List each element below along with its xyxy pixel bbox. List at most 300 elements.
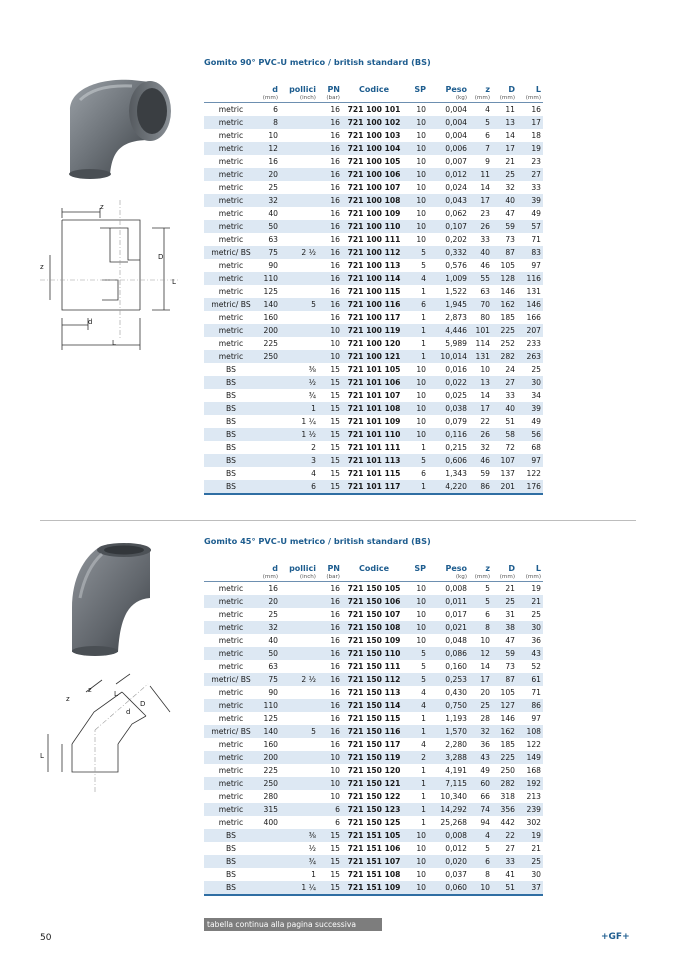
cell-codice: 721 101 115 bbox=[342, 467, 406, 480]
cell-z: 6 bbox=[469, 608, 492, 621]
cell-z: 94 bbox=[469, 816, 492, 829]
cell-type: BS bbox=[204, 467, 258, 480]
cell-z: 40 bbox=[469, 246, 492, 259]
cell-z: 17 bbox=[469, 402, 492, 415]
cell-peso: 0,021 bbox=[428, 621, 469, 634]
cell-d: 110 bbox=[258, 272, 280, 285]
table-row bbox=[204, 582, 543, 596]
cell-d: 225 bbox=[258, 764, 280, 777]
cell-type: metric bbox=[204, 764, 258, 777]
cell-codice: 721 100 109 bbox=[342, 207, 406, 220]
cell-codice: 721 150 119 bbox=[342, 751, 406, 764]
cell-L: 25 bbox=[517, 855, 543, 868]
cell-pollici bbox=[280, 634, 318, 647]
cell-z: 60 bbox=[469, 777, 492, 790]
cell-d bbox=[258, 376, 280, 389]
table-row bbox=[204, 634, 543, 647]
cell-sp: 10 bbox=[406, 207, 428, 220]
dim-d-45: d bbox=[126, 708, 131, 716]
table-row bbox=[204, 155, 543, 168]
cell-sp: 10 bbox=[406, 881, 428, 895]
cell-type: BS bbox=[204, 441, 258, 454]
cell-z: 10 bbox=[469, 881, 492, 895]
cell-L: 68 bbox=[517, 441, 543, 454]
cell-codice: 721 150 111 bbox=[342, 660, 406, 673]
elbow-45-photo bbox=[58, 538, 178, 658]
cell-sp: 10 bbox=[406, 116, 428, 129]
cell-d bbox=[258, 855, 280, 868]
cell-codice: 721 100 116 bbox=[342, 298, 406, 311]
cell-d bbox=[258, 881, 280, 895]
cell-type: metric/ BS bbox=[204, 673, 258, 686]
cell-sp: 10 bbox=[406, 842, 428, 855]
cell-type: metric bbox=[204, 621, 258, 634]
cell-peso: 0,576 bbox=[428, 259, 469, 272]
cell-pollici: 1 ½ bbox=[280, 428, 318, 441]
cell-type: metric bbox=[204, 686, 258, 699]
cell-type: BS bbox=[204, 389, 258, 402]
cell-d: 90 bbox=[258, 686, 280, 699]
cell-L: 25 bbox=[517, 363, 543, 376]
cell-sp: 10 bbox=[406, 868, 428, 881]
cell-sp: 10 bbox=[406, 233, 428, 246]
table-row bbox=[204, 181, 543, 194]
cell-pn: 6 bbox=[318, 803, 342, 816]
cell-z: 86 bbox=[469, 480, 492, 494]
cell-z: 6 bbox=[469, 129, 492, 142]
cell-sp: 5 bbox=[406, 259, 428, 272]
cell-D: 59 bbox=[492, 220, 517, 233]
cell-pn: 15 bbox=[318, 389, 342, 402]
cell-D: 58 bbox=[492, 428, 517, 441]
cell-sp: 10 bbox=[406, 168, 428, 181]
dim-L-side-45: L bbox=[40, 752, 44, 760]
cell-codice: 721 100 115 bbox=[342, 285, 406, 298]
cell-d: 25 bbox=[258, 181, 280, 194]
col-sp: SP bbox=[414, 85, 426, 94]
cell-D: 201 bbox=[492, 480, 517, 494]
cell-z: 5 bbox=[469, 595, 492, 608]
cell-z: 22 bbox=[469, 415, 492, 428]
cell-pollici bbox=[280, 582, 318, 596]
cell-L: 37 bbox=[517, 881, 543, 895]
table-row bbox=[204, 272, 543, 285]
cell-d: 280 bbox=[258, 790, 280, 803]
unit-z: (mm) bbox=[469, 95, 492, 103]
cell-type: metric bbox=[204, 803, 258, 816]
dim-z-top: z bbox=[100, 203, 104, 211]
cell-type: metric bbox=[204, 790, 258, 803]
cell-L: 30 bbox=[517, 621, 543, 634]
cell-pn: 15 bbox=[318, 415, 342, 428]
cell-d: 315 bbox=[258, 803, 280, 816]
cell-pn: 15 bbox=[318, 441, 342, 454]
cell-codice: 721 100 105 bbox=[342, 155, 406, 168]
cell-type: BS bbox=[204, 402, 258, 415]
cell-pn: 16 bbox=[318, 582, 342, 596]
cell-codice: 721 100 112 bbox=[342, 246, 406, 259]
section-title-90: Gomito 90° PVC-U metrico / british standard (BS) bbox=[204, 57, 431, 67]
cell-peso: 0,022 bbox=[428, 376, 469, 389]
cell-codice: 721 150 120 bbox=[342, 764, 406, 777]
page-number: 50 bbox=[40, 933, 52, 943]
cell-d: 50 bbox=[258, 220, 280, 233]
cell-sp: 1 bbox=[406, 441, 428, 454]
cell-d: 32 bbox=[258, 194, 280, 207]
table-row bbox=[204, 647, 543, 660]
table-row bbox=[204, 673, 543, 686]
cell-d: 75 bbox=[258, 673, 280, 686]
cell-codice: 721 101 117 bbox=[342, 480, 406, 494]
cell-L: 131 bbox=[517, 285, 543, 298]
cell-peso: 0,024 bbox=[428, 181, 469, 194]
cell-z: 36 bbox=[469, 738, 492, 751]
cell-D: 107 bbox=[492, 454, 517, 467]
cell-peso: 1,570 bbox=[428, 725, 469, 738]
cell-z: 11 bbox=[469, 168, 492, 181]
cell-d bbox=[258, 480, 280, 494]
unit-pollici: (inch) bbox=[280, 95, 318, 103]
cell-pn: 10 bbox=[318, 751, 342, 764]
cell-peso: 0,004 bbox=[428, 129, 469, 142]
cell-pollici bbox=[280, 647, 318, 660]
table-row bbox=[204, 764, 543, 777]
cell-peso: 7,115 bbox=[428, 777, 469, 790]
cell-L: 27 bbox=[517, 168, 543, 181]
cell-type: metric bbox=[204, 647, 258, 660]
cell-peso: 0,079 bbox=[428, 415, 469, 428]
cell-z: 28 bbox=[469, 712, 492, 725]
cell-L: 16 bbox=[517, 103, 543, 117]
cell-D: 21 bbox=[492, 155, 517, 168]
cell-peso: 0,202 bbox=[428, 233, 469, 246]
cell-d bbox=[258, 454, 280, 467]
cell-D: 105 bbox=[492, 259, 517, 272]
cell-z: 114 bbox=[469, 337, 492, 350]
cell-pollici bbox=[280, 764, 318, 777]
cell-L: 166 bbox=[517, 311, 543, 324]
cell-z: 49 bbox=[469, 764, 492, 777]
cell-pn: 16 bbox=[318, 194, 342, 207]
cell-L: 116 bbox=[517, 272, 543, 285]
cell-pn: 10 bbox=[318, 764, 342, 777]
col-L: L bbox=[535, 564, 541, 573]
cell-peso: 0,750 bbox=[428, 699, 469, 712]
cell-codice: 721 101 107 bbox=[342, 389, 406, 402]
cell-pn: 16 bbox=[318, 246, 342, 259]
table-row bbox=[204, 790, 543, 803]
cell-peso: 0,037 bbox=[428, 868, 469, 881]
cell-pn: 16 bbox=[318, 699, 342, 712]
cell-D: 318 bbox=[492, 790, 517, 803]
cell-D: 137 bbox=[492, 467, 517, 480]
cell-pn: 16 bbox=[318, 311, 342, 324]
cell-D: 25 bbox=[492, 595, 517, 608]
cell-sp: 10 bbox=[406, 582, 428, 596]
cell-L: 34 bbox=[517, 389, 543, 402]
cell-peso: 0,038 bbox=[428, 402, 469, 415]
cell-z: 8 bbox=[469, 868, 492, 881]
cell-L: 61 bbox=[517, 673, 543, 686]
table-row bbox=[204, 233, 543, 246]
cell-sp: 5 bbox=[406, 673, 428, 686]
cell-codice: 721 150 112 bbox=[342, 673, 406, 686]
cell-pn: 10 bbox=[318, 777, 342, 790]
cell-pollici bbox=[280, 337, 318, 350]
cell-sp: 10 bbox=[406, 595, 428, 608]
cell-pollici: ⅜ bbox=[280, 829, 318, 842]
cell-L: 17 bbox=[517, 116, 543, 129]
cell-peso: 0,160 bbox=[428, 660, 469, 673]
cell-pn: 16 bbox=[318, 673, 342, 686]
dim-d: d bbox=[88, 318, 93, 326]
cell-pollici bbox=[280, 324, 318, 337]
cell-codice: 721 150 105 bbox=[342, 582, 406, 596]
cell-type: metric bbox=[204, 116, 258, 129]
cell-peso: 3,288 bbox=[428, 751, 469, 764]
cell-D: 442 bbox=[492, 816, 517, 829]
cell-codice: 721 100 119 bbox=[342, 324, 406, 337]
cell-L: 213 bbox=[517, 790, 543, 803]
cell-d: 10 bbox=[258, 129, 280, 142]
table-row bbox=[204, 285, 543, 298]
cell-d bbox=[258, 415, 280, 428]
cell-D: 73 bbox=[492, 233, 517, 246]
table-row bbox=[204, 207, 543, 220]
unit-pn: (bar) bbox=[318, 574, 342, 582]
cell-L: 122 bbox=[517, 738, 543, 751]
cell-codice: 721 101 105 bbox=[342, 363, 406, 376]
cell-pn: 16 bbox=[318, 129, 342, 142]
cell-pollici bbox=[280, 142, 318, 155]
cell-codice: 721 150 115 bbox=[342, 712, 406, 725]
cell-peso: 0,008 bbox=[428, 829, 469, 842]
cell-codice: 721 151 109 bbox=[342, 881, 406, 895]
unit-pn: (bar) bbox=[318, 95, 342, 103]
elbow-90-drawing bbox=[40, 200, 190, 350]
table-row bbox=[204, 608, 543, 621]
cell-codice: 721 101 106 bbox=[342, 376, 406, 389]
cell-pn: 15 bbox=[318, 842, 342, 855]
cell-type: metric bbox=[204, 142, 258, 155]
cell-sp: 6 bbox=[406, 298, 428, 311]
cell-L: 52 bbox=[517, 660, 543, 673]
cell-d bbox=[258, 363, 280, 376]
cell-pn: 16 bbox=[318, 142, 342, 155]
col-spacer bbox=[204, 85, 258, 95]
cell-type: metric bbox=[204, 608, 258, 621]
table-header-row bbox=[204, 85, 543, 95]
cell-d bbox=[258, 467, 280, 480]
cell-pollici bbox=[280, 168, 318, 181]
cell-L: 192 bbox=[517, 777, 543, 790]
cell-codice: 721 151 107 bbox=[342, 855, 406, 868]
dim-L-bottom: L bbox=[112, 339, 116, 347]
cell-D: 51 bbox=[492, 415, 517, 428]
cell-L: 263 bbox=[517, 350, 543, 363]
cell-L: 25 bbox=[517, 608, 543, 621]
cell-codice: 721 150 113 bbox=[342, 686, 406, 699]
cell-sp: 1 bbox=[406, 350, 428, 363]
cell-D: 25 bbox=[492, 168, 517, 181]
cell-L: 233 bbox=[517, 337, 543, 350]
cell-pollici bbox=[280, 660, 318, 673]
col-peso: Peso bbox=[445, 564, 467, 573]
cell-d: 25 bbox=[258, 608, 280, 621]
dim-z-b-45: z bbox=[88, 686, 92, 694]
cell-d: 250 bbox=[258, 777, 280, 790]
cell-sp: 10 bbox=[406, 155, 428, 168]
cell-type: metric bbox=[204, 712, 258, 725]
cell-sp: 5 bbox=[406, 454, 428, 467]
cell-pollici: ½ bbox=[280, 376, 318, 389]
cell-z: 25 bbox=[469, 699, 492, 712]
cell-codice: 721 151 108 bbox=[342, 868, 406, 881]
col-L: L bbox=[535, 85, 541, 94]
cell-peso: 0,253 bbox=[428, 673, 469, 686]
cell-pollici bbox=[280, 738, 318, 751]
cell-sp: 1 bbox=[406, 803, 428, 816]
table-row bbox=[204, 116, 543, 129]
cell-codice: 721 100 117 bbox=[342, 311, 406, 324]
cell-type: metric bbox=[204, 259, 258, 272]
cell-d bbox=[258, 428, 280, 441]
cell-pn: 10 bbox=[318, 337, 342, 350]
table-row bbox=[204, 842, 543, 855]
cell-D: 24 bbox=[492, 363, 517, 376]
unit-peso: (kg) bbox=[428, 95, 469, 103]
cell-z: 59 bbox=[469, 467, 492, 480]
table-row bbox=[204, 751, 543, 764]
cell-pn: 16 bbox=[318, 272, 342, 285]
cell-D: 14 bbox=[492, 129, 517, 142]
cell-D: 282 bbox=[492, 777, 517, 790]
cell-type: BS bbox=[204, 855, 258, 868]
table-units-row bbox=[204, 574, 543, 582]
cell-L: 30 bbox=[517, 376, 543, 389]
table-row bbox=[204, 103, 543, 117]
cell-peso: 0,086 bbox=[428, 647, 469, 660]
cell-sp: 10 bbox=[406, 194, 428, 207]
cell-type: metric bbox=[204, 168, 258, 181]
cell-pn: 15 bbox=[318, 363, 342, 376]
cell-D: 33 bbox=[492, 855, 517, 868]
cell-sp: 6 bbox=[406, 467, 428, 480]
cell-type: metric/ BS bbox=[204, 725, 258, 738]
dim-D: D bbox=[158, 253, 164, 261]
cell-z: 46 bbox=[469, 454, 492, 467]
cell-D: 185 bbox=[492, 738, 517, 751]
cell-z: 14 bbox=[469, 660, 492, 673]
cell-d bbox=[258, 389, 280, 402]
cell-sp: 10 bbox=[406, 363, 428, 376]
cell-pn: 16 bbox=[318, 116, 342, 129]
cell-L: 302 bbox=[517, 816, 543, 829]
cell-sp: 1 bbox=[406, 311, 428, 324]
cell-pollici bbox=[280, 220, 318, 233]
cell-codice: 721 150 107 bbox=[342, 608, 406, 621]
cell-z: 80 bbox=[469, 311, 492, 324]
cell-d: 125 bbox=[258, 712, 280, 725]
cell-D: 146 bbox=[492, 712, 517, 725]
cell-codice: 721 100 107 bbox=[342, 181, 406, 194]
cell-pollici bbox=[280, 686, 318, 699]
cell-sp: 1 bbox=[406, 725, 428, 738]
cell-z: 13 bbox=[469, 376, 492, 389]
cell-sp: 10 bbox=[406, 376, 428, 389]
cell-pn: 15 bbox=[318, 881, 342, 895]
cell-pn: 16 bbox=[318, 738, 342, 751]
cell-pn: 16 bbox=[318, 298, 342, 311]
cell-L: 239 bbox=[517, 803, 543, 816]
unit-pollici: (inch) bbox=[280, 574, 318, 582]
cell-sp: 1 bbox=[406, 712, 428, 725]
cell-pn: 15 bbox=[318, 480, 342, 494]
cell-z: 17 bbox=[469, 673, 492, 686]
cell-peso: 0,332 bbox=[428, 246, 469, 259]
cell-d: 225 bbox=[258, 337, 280, 350]
cell-D: 40 bbox=[492, 194, 517, 207]
cell-pollici: 6 bbox=[280, 480, 318, 494]
cell-codice: 721 150 122 bbox=[342, 790, 406, 803]
cell-d: 75 bbox=[258, 246, 280, 259]
cell-type: metric bbox=[204, 285, 258, 298]
cell-D: 47 bbox=[492, 207, 517, 220]
cell-codice: 721 101 108 bbox=[342, 402, 406, 415]
cell-D: 185 bbox=[492, 311, 517, 324]
cell-z: 5 bbox=[469, 842, 492, 855]
cell-z: 63 bbox=[469, 285, 492, 298]
cell-sp: 5 bbox=[406, 246, 428, 259]
cell-D: 17 bbox=[492, 142, 517, 155]
cell-sp: 10 bbox=[406, 829, 428, 842]
cell-peso: 14,292 bbox=[428, 803, 469, 816]
cell-pollici bbox=[280, 233, 318, 246]
cell-z: 10 bbox=[469, 634, 492, 647]
cell-pollici: 2 ½ bbox=[280, 246, 318, 259]
spec-table-90 bbox=[204, 85, 543, 495]
cell-pollici: 1 ¼ bbox=[280, 415, 318, 428]
cell-type: metric bbox=[204, 337, 258, 350]
cell-sp: 10 bbox=[406, 220, 428, 233]
cell-codice: 721 100 110 bbox=[342, 220, 406, 233]
cell-pollici bbox=[280, 777, 318, 790]
cell-d: 200 bbox=[258, 751, 280, 764]
cell-L: 71 bbox=[517, 233, 543, 246]
col-codice: Codice bbox=[358, 85, 389, 94]
cell-d bbox=[258, 441, 280, 454]
cell-sp: 10 bbox=[406, 402, 428, 415]
cell-pollici bbox=[280, 621, 318, 634]
cell-z: 5 bbox=[469, 582, 492, 596]
table-row bbox=[204, 712, 543, 725]
cell-pollici bbox=[280, 350, 318, 363]
table-row bbox=[204, 803, 543, 816]
unit-D: (mm) bbox=[492, 574, 517, 582]
cell-d: 400 bbox=[258, 816, 280, 829]
cell-type: BS bbox=[204, 376, 258, 389]
cell-D: 282 bbox=[492, 350, 517, 363]
cell-pollici bbox=[280, 116, 318, 129]
cell-peso: 0,430 bbox=[428, 686, 469, 699]
cell-D: 250 bbox=[492, 764, 517, 777]
cell-pn: 16 bbox=[318, 259, 342, 272]
cell-type: BS bbox=[204, 829, 258, 842]
cell-pollici bbox=[280, 155, 318, 168]
cell-peso: 0,008 bbox=[428, 582, 469, 596]
cell-pollici: 5 bbox=[280, 725, 318, 738]
cell-type: metric bbox=[204, 350, 258, 363]
